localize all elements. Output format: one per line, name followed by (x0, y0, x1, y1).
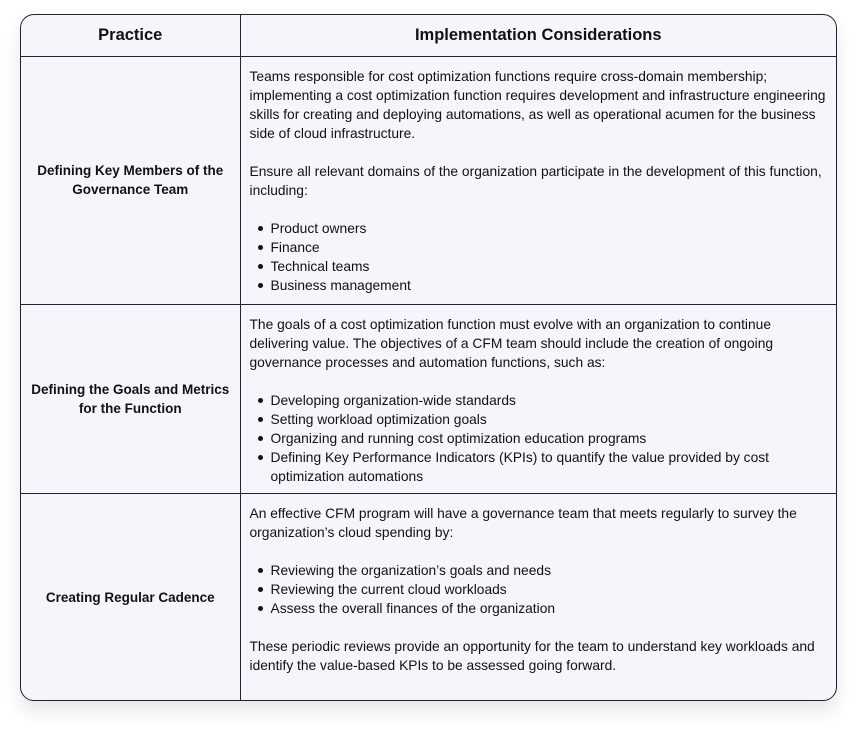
practice-cell: Creating Regular Cadence (21, 493, 240, 701)
paragraph: Ensure all relevant domains of the organization participate in the development of this function, including: (249, 163, 822, 198)
considerations-cell (240, 304, 836, 493)
table-row (21, 56, 836, 304)
list-item: Technical teams (271, 257, 828, 276)
practice-cell: Defining Key Members of the Governance Team (21, 56, 240, 304)
practice-cell: Defining the Goals and Metrics for the Function (21, 304, 240, 493)
bullet-list (250, 391, 828, 486)
list-item: Business management (271, 276, 828, 295)
paragraph: The goals of a cost optimization function must evolve with an organization to continue delivering value. The objectives of a CFM team should include the creation of ongoing governance processes and automation functions, such as: (249, 316, 774, 370)
practices-table (21, 15, 836, 701)
considerations-cell (240, 493, 836, 701)
table-header-row (21, 15, 836, 56)
list-item: Organizing and running cost optimization education programs (271, 429, 828, 448)
list-item: Finance (271, 238, 828, 257)
list-item: Product owners (271, 219, 828, 238)
bullet-list (250, 219, 828, 295)
practices-table-card (20, 14, 837, 701)
list-item: Assess the overall finances of the organization (271, 599, 828, 618)
header-practice: Practice (21, 15, 240, 56)
paragraph: An effective CFM program will have a governance team that meets regularly to survey the organization’s cloud spending by: (249, 505, 797, 540)
list-item: Setting workload optimization goals (271, 410, 828, 429)
bullet-list (250, 561, 828, 618)
list-item: Reviewing the current cloud workloads (271, 580, 828, 599)
paragraph: These periodic reviews provide an opportunity for the team to understand key workloads and identify the value-based KPIs to be assessed going forward. (249, 638, 815, 673)
list-item: Reviewing the organization’s goals and needs (271, 561, 828, 580)
paragraph: Teams responsible for cost optimization functions require cross-domain membership; implementing a cost optimization function requires development and infrastructure engineering skills for creating and deploying automations, as well as operational acumen for the business side of cloud infrastructure. (249, 68, 826, 141)
table-row (21, 304, 836, 493)
header-implementation-considerations: Implementation Considerations (240, 15, 836, 56)
table-row (21, 493, 836, 701)
list-item: Developing organization-wide standards (271, 391, 828, 410)
considerations-cell (240, 56, 836, 304)
list-item: Defining Key Performance Indicators (KPIs) to quantify the value provided by cost optimization automations (271, 448, 828, 486)
